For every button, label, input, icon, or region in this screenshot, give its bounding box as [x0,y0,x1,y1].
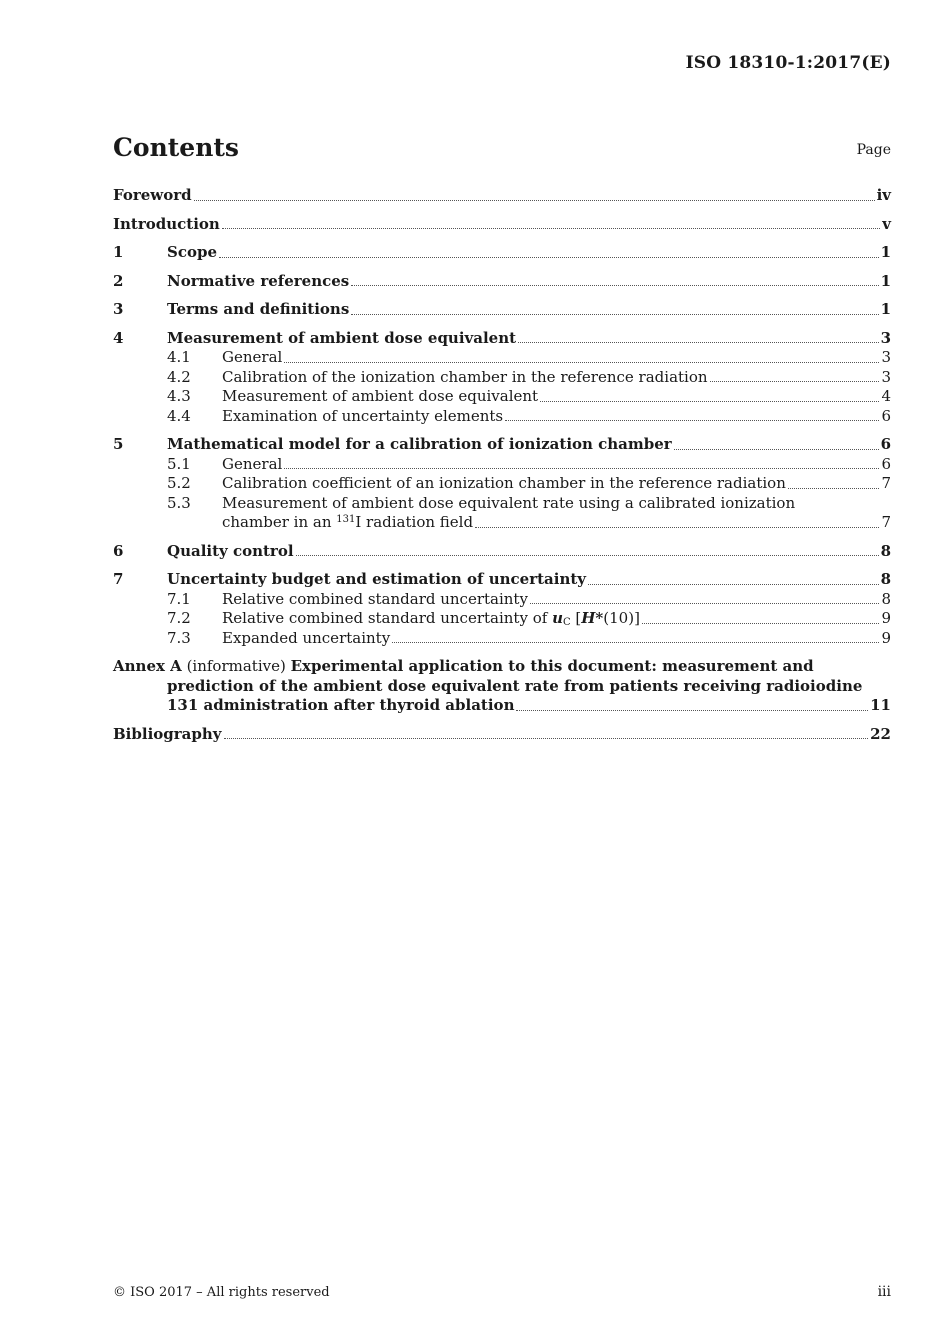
page-column-label: Page [856,142,891,158]
toc-subentry-4-3[interactable] [113,387,891,407]
dot-leader [194,200,875,201]
dot-leader [788,488,880,489]
toc-page-number: 8 [880,541,891,560]
table-of-contents [113,186,891,744]
toc-entry-section-7[interactable] [113,570,891,590]
dot-leader [284,468,879,469]
isotope-mass-number: 131 [336,514,356,525]
toc-entry-title: Introduction [113,214,220,233]
toc-subsection-number: 7.1 [167,589,191,608]
toc-page-number: 6 [881,406,891,425]
toc-subsection-number: 7.2 [167,609,191,627]
toc-page-number: 1 [880,271,891,290]
toc-entry-title-line3: 131 administration after thyroid ablation [167,696,515,714]
toc-subentry-5-3[interactable] [113,494,891,533]
toc-subentry-5-1[interactable] [113,455,891,475]
toc-entry-quality-control[interactable] [113,542,891,562]
toc-subentry-5-2[interactable] [113,474,891,494]
toc-page-number: 3 [880,328,891,347]
dot-leader [296,555,879,556]
toc-entry-title-line1: Measurement of ambient dose equivalent rate using a calibrated ionization [222,493,796,512]
title-text: (10)] [603,609,640,627]
toc-page-number: 6 [881,454,891,473]
dot-leader [222,228,880,229]
dot-leader [219,257,879,258]
toc-page-number: 22 [870,724,891,743]
dot-leader [516,710,868,711]
toc-entry-title-line2 [222,513,473,533]
title-text: Relative combined standard uncertainty of [222,609,553,627]
dot-leader [284,362,879,363]
toc-section-number: 1 [113,243,124,261]
dot-leader [224,738,869,739]
toc-page-number: 9 [881,628,891,647]
symbol-subscript: C [562,617,571,628]
contents-heading: Contents [113,133,240,162]
toc-subentry-4-1[interactable] [113,348,891,368]
toc-subentry-7-3[interactable] [113,629,891,649]
toc-page-number: 3 [881,348,891,366]
dot-leader [674,449,879,450]
toc-subsection-number: 7.3 [167,628,191,647]
toc-page-number: 7 [881,474,891,492]
toc-section-number: 6 [113,541,124,560]
dot-leader [392,642,879,643]
toc-entry-title-line2: prediction of the ambient dose equivalent rate from patients receiving radioiodine [167,676,863,695]
dot-leader [540,401,879,402]
toc-entry-title: Quality control [167,541,294,560]
toc-entry-title: Mathematical model for a calibration of ionization chamber [167,435,672,453]
toc-page-number: 7 [881,513,891,531]
toc-section-number: 3 [113,300,124,318]
toc-page-number: iv [876,186,891,204]
toc-entry-title: General [222,454,283,473]
copyright-notice: © ISO 2017 – All rights reserved [113,1285,330,1300]
toc-page-number: v [882,214,891,233]
document-code: ISO 18310-1:2017(E) [685,53,891,73]
toc-entry-terms-definitions[interactable] [113,300,891,320]
toc-subsection-number: 5.1 [167,454,191,473]
toc-page-number: 11 [870,696,891,714]
toc-subsection-number: 4.4 [167,406,191,425]
dot-leader [351,285,878,286]
toc-entry-foreword[interactable] [113,186,891,206]
toc-entry-scope[interactable] [113,243,891,263]
dot-leader [530,603,880,604]
toc-entry-annex-a[interactable] [113,657,891,716]
toc-subentry-4-2[interactable] [113,368,891,388]
toc-entry-title: Calibration coefficient of an ionization chamber in the reference radiation [222,474,786,492]
toc-page-number: 9 [881,609,891,627]
toc-subsection-number: 5.3 [167,493,191,512]
toc-entry-title: Scope [167,243,218,261]
toc-section-number: 5 [113,435,124,453]
toc-page-number: 8 [881,589,891,608]
toc-page-number: 1 [880,300,891,318]
toc-entry-title: Bibliography [113,724,222,743]
toc-subentry-4-4[interactable] [113,407,891,427]
toc-subsection-number: 4.3 [167,387,191,405]
toc-section-number: 7 [113,570,124,588]
toc-page-number: 8 [880,570,891,588]
toc-entry-bibliography[interactable] [113,725,891,745]
dot-leader [710,381,880,382]
dot-leader [642,623,880,624]
toc-entry-title: Relative combined standard uncertainty [222,589,528,608]
dot-leader [475,527,879,528]
toc-entry-title: Measurement of ambient dose equivalent [167,328,517,347]
toc-subsection-number: 4.2 [167,367,191,386]
toc-entry-title: Examination of uncertainty elements [222,406,504,425]
toc-entry-title: Normative references [167,271,350,290]
toc-page-number: 3 [881,367,891,386]
toc-section-number: 4 [113,328,124,347]
toc-entry-introduction[interactable] [113,215,891,235]
toc-subsection-number: 5.2 [167,474,191,492]
title-text: I radiation field [355,513,474,531]
toc-page-number: 4 [881,387,891,405]
toc-entry-section-5[interactable] [113,435,891,455]
toc-entry-title: Expanded uncertainty [222,628,391,647]
toc-entry-title: Foreword [113,186,192,204]
symbol-h-star: H* [581,609,604,627]
toc-entry-title [222,609,640,629]
toc-entry-title: Terms and definitions [167,300,350,318]
toc-subentry-7-1[interactable] [113,590,891,610]
symbol-u: u [552,609,563,627]
toc-entry-section-4[interactable] [113,329,891,349]
annex-label: Annex A [113,657,182,675]
title-text: [ [570,609,582,627]
toc-subsection-number: 4.1 [167,348,191,366]
dot-leader [588,584,879,585]
dot-leader [518,342,879,343]
toc-subentry-7-2[interactable] [113,609,891,629]
dot-leader [351,314,878,315]
toc-entry-title-line1 [113,657,814,677]
toc-entry-title: Calibration of the ionization chamber in the reference radiation [222,367,708,386]
toc-entry-title: Measurement of ambient dose equivalent [222,387,539,405]
dot-leader [505,420,879,421]
annex-title: Experimental application to this document: measurement and [290,657,814,675]
page-number: iii [877,1284,891,1300]
toc-section-number: 2 [113,271,124,290]
annex-type: (informative) [181,657,291,675]
toc-page-number: 6 [880,435,891,453]
toc-entry-title: Uncertainty budget and estimation of uncertainty [167,570,587,588]
toc-entry-normative-references[interactable] [113,272,891,292]
title-text: chamber in an [222,513,337,531]
toc-page-number: 1 [880,243,891,261]
toc-entry-title: General [222,348,283,366]
